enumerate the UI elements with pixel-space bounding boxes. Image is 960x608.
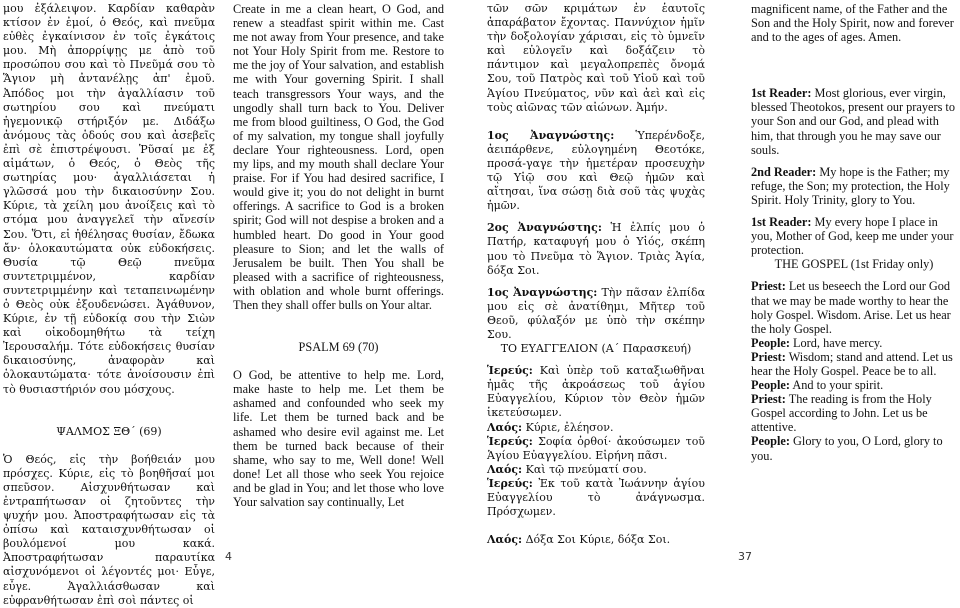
speaker-label: 2nd Reader:	[751, 164, 817, 179]
english-dialogue-line	[751, 392, 957, 434]
dialogue-text: Καὶ τῷ πνεύματί σου.	[525, 462, 647, 476]
right-page	[480, 0, 960, 562]
greek-column-left	[3, 2, 215, 608]
english-dialogue-line	[751, 378, 957, 392]
speaker-label: Priest:	[751, 349, 786, 364]
english-reader-line	[751, 86, 957, 156]
speaker-label: 1ος Ἀναγνώστης:	[487, 128, 615, 142]
greek-psalm-title: ΨΑΛΜΟΣ ΞΘ΄ (69)	[56, 424, 162, 438]
greek-reader-line	[487, 286, 705, 342]
english-reader-line	[751, 165, 957, 207]
dialogue-text: Wisdom; stand and attend. Let us hear the Holy Gospel. Peace be to all.	[751, 349, 953, 378]
dialogue-text: Glory to you, O Lord, glory to you.	[751, 434, 943, 463]
english-dialogue-line	[751, 279, 957, 335]
english-reader-line	[751, 215, 957, 257]
dialogue-text: Lord, have mercy.	[793, 335, 883, 350]
reader-text: My every hope I place in you, Mother of God, keep me under your protection.	[751, 215, 954, 258]
reader-text: Ὑπερένδοξε, ἀειπάρθενε, εὐλογημένη Θεοτόκε, προσά-γαγε τὴν ἡμετέραν προσευχὴν τῷ Υἱῷ σου καὶ Θεῷ ἡμῶν καὶ αἴτησαι, ἵνα σώσῃ διὰ σοῦ τὰς ψυχὰς ἡμῶν.	[487, 128, 705, 213]
greek-reader-line	[487, 221, 705, 277]
reader-text: My hope is the Father; my refuge, the Son; my protection, the Holy Spirit. Holy Trinity, glory to You.	[751, 164, 950, 207]
dialogue-text: Ἐκ τοῦ κατὰ Ἰωάννην ἁγίου Εὐαγγελίου τὸ ἀνάγνωσμα. Πρόσχωμεν.	[487, 476, 705, 519]
greek-column-right	[487, 2, 705, 547]
greek-dialogue-line	[487, 435, 705, 463]
speaker-label: 1st Reader:	[751, 86, 812, 101]
speaker-label: People:	[751, 335, 790, 350]
dialogue-text: Καὶ ὑπὲρ τοῦ καταξιωθῆναι ἡμᾶς τῆς ἀκροάσεως τοῦ ἁγίου Εὐαγγελίου, Κύριον τὸν Θεὸν ἡμῶν ἱκετεύσωμεν.	[487, 364, 705, 420]
dialogue-text: The reading is from the Holy Gospel according to John. Let us be attentive.	[751, 392, 932, 435]
reader-text: Τὴν πᾶσαν ἐλπίδα μου εἰς σὲ ἀνατίθημι, Μῆτερ τοῦ Θεοῦ, φύλαξόν με ὑπὸ τὴν σκέπην Σου.	[487, 285, 705, 341]
speaker-label: Λαός:	[487, 420, 523, 434]
left-page	[0, 0, 480, 607]
dialogue-text: And to your spirit.	[792, 378, 884, 393]
speaker-label: Priest:	[751, 279, 786, 294]
speaker-label: 2ος Ἀναγνώστης:	[487, 221, 602, 235]
english-column-left	[233, 2, 444, 509]
reader-text: Ἡ ἐλπίς μου ὁ Πατήρ, καταφυγή μου ὁ Υἱός, σκέπη μου τὸ Πνεῦμα τὸ Ἅγιον. Τριὰς Ἁγία, δόξα Σοι.	[487, 221, 705, 277]
english-psalm-title: PSALM 69 (70)	[298, 340, 379, 355]
page-number-left: 4	[225, 550, 232, 563]
greek-psalm50-continuation: μου ἐξάλειψον. Καρδίαν καθαρὰν κτίσον ἐν ἐμοί, ὁ Θεός, καὶ πνεῦμα εὐθὲς ἐγκαίνισον ἐν τοῖς ἐγκάτοις μου. Μὴ ἀπορρίψῃς με ἀπὸ τοῦ προσώπου σου καὶ τὸ Πνεῦμά σου τὸ Ἅγιον μὴ ἀντανέλῃς ἀπ' ἐμοῦ. Ἀπόδος μοι τὴν ἀγαλλίασιν τοῦ σωτηρίου σου καὶ πνεύματι ἡγεμονικῷ στήριξόν με. Διδάξω ἀνόμους τὰς ὁδούς σου καὶ ἀσεβεῖς ἐπὶ σὲ ἐπιστρέψουσι. Ῥῦσαί με ἐξ αἱμάτων, ὁ Θεός, ὁ Θεὸς τῆς σωτηρίας μου· ἀγαλλιάσεται ἡ γλῶσσά μου τὴν δικαιοσύνην Σου. Κύριε, τὰ χείλη μου ἀνοίξεις καὶ τὸ στόμα μου ἀναγγελεῖ τὴν αἴνεσίν Σου. Ὅτι, εἰ ἠθέλησας θυσίαν, ἔδωκα ἄν· ὁλοκαυτώματα οὐκ εὐδοκήσεις. Θυσία τῷ Θεῷ πνεῦμα συντετριμμένον, καρδίαν συντετριμμένην καὶ τεταπεινωμένην ὁ Θεὸς οὐκ ἐξουδενώσει. Ἀγάθυνον, Κύριε, ἐν τῇ εὐδοκίᾳ σου τὴν Σιὼν καὶ οἰκοδομηθήτω τὰ τείχη Ἰερουσαλήμ. Τότε εὐδοκήσεις θυσίαν δικαιοσύνης, ἀναφορὰν καὶ ὁλοκαυτώματα· τότε ἀνοίσουσιν ἐπὶ τὸ θυσιαστήριόν σου μόσχους.	[3, 2, 215, 396]
speaker-label: Priest:	[751, 392, 786, 407]
speaker-label: People:	[751, 378, 790, 393]
speaker-label: Ἱερεύς:	[487, 364, 533, 378]
english-dialogue-line	[751, 434, 957, 462]
dialogue-text: Δόξα Σοι Κύριε, δόξα Σοι.	[525, 533, 671, 547]
dialogue-text: Let us beseech the Lord our God that we may be made worthy to hear the holy Gospel. Wisdom. Arise. Let us hear the holy Gospel.	[751, 279, 951, 336]
reader-text: Most glorious, ever virgin, blessed Theotokos, present our prayers to your Son and our God, and plead with him, that through you he may save our souls.	[751, 86, 955, 157]
speaker-label: 1st Reader:	[751, 215, 812, 230]
greek-reader-line	[487, 129, 705, 214]
english-gospel-title: THE GOSPEL (1st Friday only)	[774, 257, 934, 272]
speaker-label: Λαός:	[487, 462, 523, 476]
greek-doxology: τῶν σῶν κριμάτων ἐν ἑαυτοῖς ἀπαράβατον ἔχοντας. Παννύχιον ἡμῖν τὴν δοξολογίαν χάρισαι, εἰς τὸ ὑμνεῖν καὶ εὐλογεῖν καὶ δοξάζειν τὸ πάντιμον καὶ μεγαλοπρεπὲς ὄνομά Σου, τοῦ Πατρὸς καὶ τοῦ Υἱοῦ καὶ τοῦ Ἁγίου Πνεύματος, νῦν καὶ ἀεὶ καὶ εἰς τοὺς αἰῶνας τῶν αἰώνων. Ἀμήν.	[487, 2, 705, 114]
greek-dialogue-line	[487, 364, 705, 420]
dialogue-text: Σοφία ὀρθοί· ἀκούσωμεν τοῦ Ἁγίου Εὐαγγελίου. Εἰρήνη πᾶσι.	[487, 434, 705, 462]
speaker-label: Ἱερεύς:	[487, 434, 533, 448]
speaker-label: 1ος Ἀναγνώστης:	[487, 285, 598, 299]
english-column-right	[751, 2, 957, 463]
greek-dialogue-line	[487, 421, 705, 435]
dialogue-text: Κύριε, ἐλέησον.	[525, 420, 614, 434]
greek-dialogue-line	[487, 477, 705, 519]
greek-psalm69-text: Ὁ Θεός, εἰς τὴν βοήθειάν μου πρόσχες. Κύριε, εἰς τὸ βοηθῆσαί μοι σπεῦσον. Αἰσχυνθήτωσαν καὶ ἐντραπήτωσαν οἱ ζητοῦντες τὴν ψυχήν μου. Ἀποστραφήτωσαν εἰς τὰ ὀπίσω καὶ καταισχυνθήτωσαν οἱ βουλόμενοί μου κακά. Ἀποστραφήτωσαν παραυτίκα αἰσχυνόμενοι οἱ λέγοντές μοι· Εὖγε, εὖγε. Ἀγαλλιάσθωσαν καὶ εὐφρανθήτωσαν ἐπὶ σοὶ πάντες οἱ	[3, 452, 215, 607]
english-psalm50-continuation: Create in me a clean heart, O God, and renew a steadfast spirit within me. Cast me not away from Your presence, and take not Your Holy Spirit from me. Restore to me the joy of Your salvation, and establish me with Your governing Spirit. I shall teach transgressors Your ways, and the ungodly shall turn back to You. Deliver me from blood guiltiness, O God, the God of my salvation, my tongue shall joyfully declare Your righteousness. Lord, open my lips, and my mouth shall declare Your praise. For if You had desired sacrifice, I would give it; you do not delight in burnt offerings. A sacrifice to God is a broken spirit; God will not despise a broken and a humbled heart. Do good in Your good pleasure to Sion; and let the walls of Jerusalem be built. Then You shall be pleased with a sacrifice of righteousness, with oblation and whole burnt offerings. Then they shall offer bulls on Your altar.	[233, 2, 444, 312]
english-psalm69-text: O God, be attentive to help me. Lord, make haste to help me. Let them be ashamed and confounded who seek my life. Let them be turned back and be ashamed who desire evil against me. Let them be turned back because of their shame, who say to me, Well done! Well done! Let all those who seek You rejoice and be glad in You; and let those who love Your salvation say continually, Let	[233, 368, 444, 509]
greek-dialogue-line	[487, 463, 705, 477]
english-doxology: magnificent name, of the Father and the Son and the Holy Spirit, now and forever and to the ages of ages. Amen.	[751, 2, 954, 45]
speaker-label: Λαός:	[487, 533, 523, 547]
speaker-label: People:	[751, 434, 790, 449]
page-number-right: 37	[738, 550, 752, 563]
greek-dialogue-line	[487, 533, 705, 547]
greek-gospel-title: ΤΟ ΕΥΑΓΓΕΛΙΟΝ (Α΄ Παρασκευή)	[500, 342, 692, 356]
english-dialogue-line	[751, 350, 957, 378]
english-dialogue-line	[751, 336, 957, 350]
speaker-label: Ἱερεύς:	[487, 476, 533, 490]
